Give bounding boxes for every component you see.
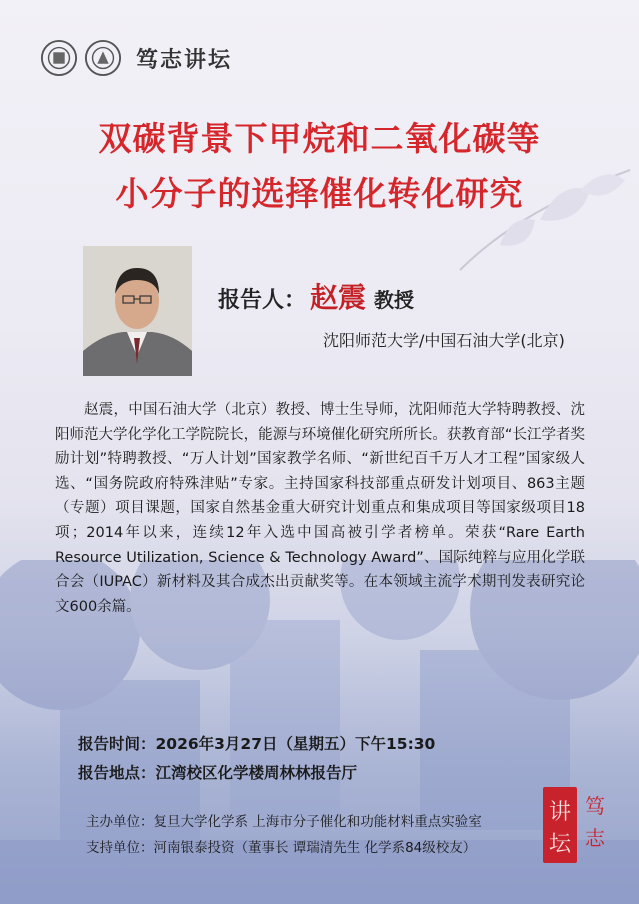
speaker-affiliation: 沈阳师范大学/中国石油大学(北京)	[323, 331, 565, 350]
lecture-series-brand: 笃志讲坛	[136, 46, 233, 73]
svg-text:笃: 笃	[585, 794, 605, 818]
speaker-label: 报告人：	[218, 288, 307, 313]
lecture-seal-stamp-icon	[541, 783, 611, 868]
header-logos	[40, 38, 232, 78]
chemistry-department-seal-icon	[84, 39, 122, 77]
speaker-photo	[83, 246, 192, 376]
svg-text:坛: 坛	[548, 832, 572, 857]
speaker-name: 赵震	[310, 281, 367, 314]
speaker-title: 教授	[374, 288, 415, 312]
svg-text:志: 志	[585, 826, 605, 850]
bio-text: 赵震，中国石油大学（北京）教授、博士生导师，沈阳师范大学特聘教授、沈阳师范大学化学化工学院院长，能源与环境催化研究所所长。获教育部“长江学者奖励计划”特聘教授、“万人计划”国家教学名师、“新世纪百千万人才工程”国家级人选、“国务院政府特殊津贴”专家。主持国家科技部重点研发计划项目、863主题（专题）项目课题，国家自然基金重大研究计划重点和集成项目等国家级项目18项；2014年以来，连续12年入选中国高被引学者榜单。荣获“Rare Earth Resource Utilization, Science & Technology Award”、国际纯粹与应用化学联合会（IUPAC）新材料及其合成杰出贡献奖等。在本领域主流学术期刊发表研究论文600余篇。	[55, 402, 585, 615]
host-organizer: 主办单位：复旦大学化学系 上海市分子催化和功能材料重点实验室	[86, 814, 482, 830]
speaker-line	[218, 276, 414, 316]
talk-location: 报告地点：江湾校区化学楼周林林报告厅	[78, 764, 358, 782]
talk-title-line-1: 双碳背景下甲烷和二氧化碳等	[98, 119, 541, 158]
sponsor-organizer: 支持单位：河南银泰投资（董事长 谭瑞清先生 化学系84级校友）	[86, 840, 477, 856]
talk-title-line-2: 小分子的选择催化转化研究	[115, 174, 524, 213]
speaker-bio	[55, 398, 585, 619]
fudan-university-seal-icon	[40, 39, 78, 77]
svg-text:讲: 讲	[548, 800, 572, 825]
talk-time: 报告时间：2026年3月27日（星期五）下午15:30	[78, 735, 436, 753]
